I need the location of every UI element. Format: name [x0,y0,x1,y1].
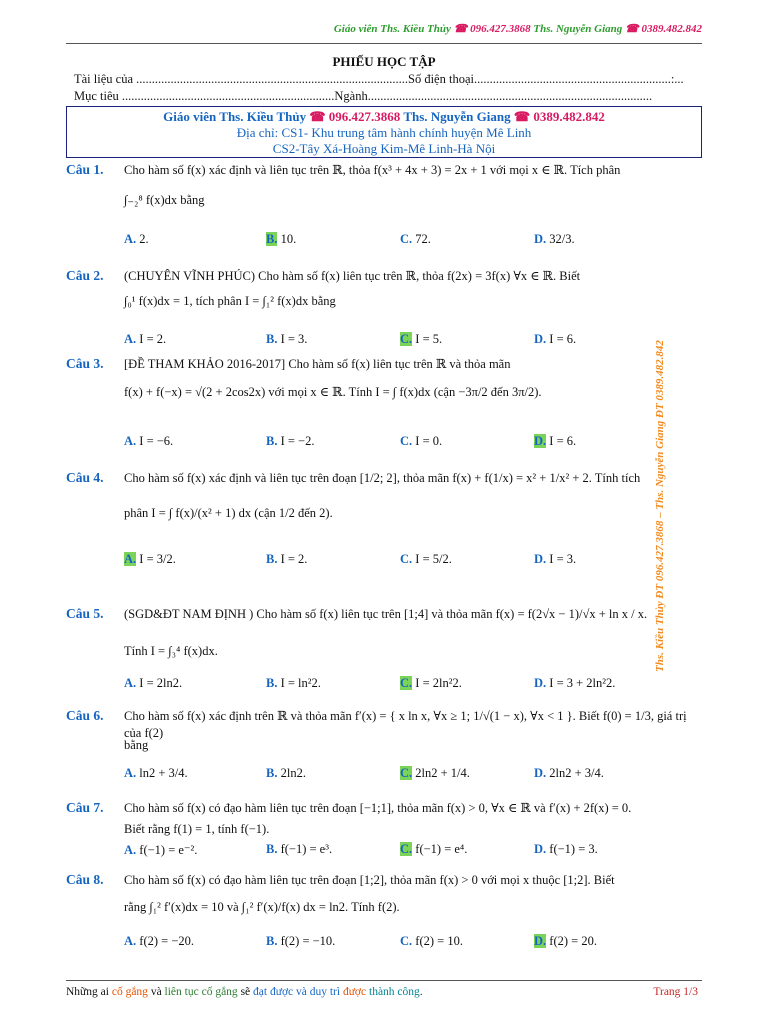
option-a [124,332,166,347]
option-letter: C. [400,766,413,780]
option-a [124,232,149,247]
option-value: f(−1) = 3. [549,842,598,856]
option-letter: A. [124,843,137,857]
option-a [124,934,194,949]
option-b [266,676,321,691]
option-letter: B. [266,934,278,948]
option-b [266,842,332,857]
question-text-continued: bằng [124,738,149,752]
option-b [266,332,307,347]
header-phone2: ☎ 0389.482.842 [625,23,702,35]
option-value: I = 0. [415,434,443,448]
footer-text-7: được [340,986,369,998]
option-value: I = 6. [549,332,577,346]
option-b [266,766,306,781]
option-c [400,552,452,567]
option-c [400,434,442,449]
option-letter: A. [124,676,137,690]
option-value: f(2) = 10. [415,934,463,948]
option-d [534,934,597,949]
footer-text-6: đạt được và duy trì [253,986,341,998]
option-value: I = 2ln2. [139,676,183,690]
option-value: I = 5/2. [415,552,452,566]
header-teacher1: Giáo viên Ths. Kiều Thủy [333,23,451,35]
question-text-continued: ∫₋₂⁸ f(x)dx bằng [124,193,205,207]
option-a [124,552,176,567]
option-letter: D. [534,934,547,948]
box-phone1: ☎ 096.427.3868 [309,109,401,124]
option-b [266,934,335,949]
option-letter: C. [400,332,413,346]
option-letter: B. [266,332,278,346]
option-d [534,552,576,567]
footer-rule [66,980,702,981]
footer-text-4: liên tục cố gắng [164,986,238,998]
option-a [124,676,182,691]
option-value: I = 3 + 2ln²2. [549,676,616,690]
footer-motto [66,986,423,998]
option-value: 2ln2 + 1/4. [415,766,470,780]
question-text-continued: f(x) + f(−x) = √(2 + 2cos2x) với mọi x ∈ ℝ. Tính I = ∫ f(x)dx (cận −3π/2 đến 3π/2). [124,385,542,399]
question-text: Cho hàm số f(x) xác định và liên tục trên ℝ, thỏa f(x³ + 4x + 3) = 2x + 1 với mọi x ∈ ℝ. Tích phân [124,163,621,177]
field-tai-lieu: Tài liệu của .......................................................................................Số điện thoại...............................................................:... [74,72,684,86]
footer-text-9: . [419,986,423,998]
page-title: PHIẾU HỌC TẬP [332,54,436,69]
side-watermark: Ths. Kiều Thủy ĐT 096.427.3868 – Ths. Nguyễn Giang ĐT 0389.482.842 [654,340,666,672]
option-letter: C. [400,676,413,690]
footer-text-3: và [147,986,165,998]
option-letter: B. [266,232,278,246]
option-value: 72. [415,232,431,246]
question-label: Câu 7. [66,800,104,815]
header-phone1: ☎ 096.427.3868 [453,23,531,35]
question-label: Câu 8. [66,872,104,887]
question-label: Câu 6. [66,708,104,723]
field-muc-tieu: Mục tiêu ....................................................................Ngành........................................................................................... [74,89,653,103]
option-letter: C. [400,232,413,246]
question-text-continued: phân I = ∫ f(x)/(x² + 1) dx (cận 1/2 đến 2). [124,506,333,520]
option-letter: D. [534,232,547,246]
option-value: f(2) = 20. [549,934,597,948]
option-c [400,766,470,781]
option-value: I = −2. [280,434,315,448]
option-c [400,842,467,857]
option-c [400,232,431,247]
box-address1: Địa chỉ: CS1- Khu trung tâm hành chính huyện Mê Linh [236,125,532,140]
option-letter: C. [400,842,413,856]
question-text: Cho hàm số f(x) có đạo hàm liên tục trên đoạn [−1;1], thỏa mãn f(x) > 0, ∀x ∈ ℝ và f′(x) + 2f(x) = 0. [124,801,632,815]
option-value: 2. [139,232,149,246]
question-label: Câu 2. [66,268,104,283]
option-letter: A. [124,552,137,566]
option-value: I = 3. [280,332,308,346]
option-value: f(−1) = e³. [280,842,333,856]
option-a [124,434,173,449]
footer-text-2: cố gắng [111,986,148,998]
option-letter: A. [124,332,137,346]
option-letter: D. [534,552,547,566]
option-letter: B. [266,842,278,856]
option-c [400,676,462,691]
option-value: f(2) = −20. [139,934,194,948]
question-text-continued: Tính I = ∫₃⁴ f(x)dx. [124,644,218,658]
option-value: I = ln²2. [280,676,321,690]
question-label: Câu 5. [66,606,104,621]
option-d [534,332,576,347]
option-value: I = 2. [280,552,308,566]
option-letter: B. [266,434,278,448]
question-text: (SGD&ĐT NAM ĐỊNH ) Cho hàm số f(x) liên tục trên [1;4] và thỏa mãn f(x) = f(2√x − 1)/√x + ln x / x. [124,607,648,621]
option-d [534,676,615,691]
question-label: Câu 1. [66,162,104,177]
footer-text-1: Những ai [66,986,112,998]
option-value: I = 2ln²2. [415,676,462,690]
option-d [534,434,576,449]
option-a [124,842,197,858]
option-b [266,434,314,449]
option-value: I = 3. [549,552,577,566]
option-letter: C. [400,934,413,948]
option-letter: A. [124,934,137,948]
question-text-continued: rằng ∫₁² f′(x)dx = 10 và ∫₁² f′(x)/f(x) dx = ln2. Tính f(2). [124,900,400,914]
option-value: f(−1) = e⁻². [139,843,198,857]
option-value: I = −6. [139,434,174,448]
question-text: Cho hàm số f(x) xác định và liên tục trên đoạn [1/2; 2], thỏa mãn f(x) + f(1/x) = x² + 1/x² + 2. Tính tích [124,471,641,485]
option-value: 10. [280,232,297,246]
option-value: I = 2. [139,332,167,346]
option-letter: A. [124,232,137,246]
option-letter: D. [534,332,547,346]
option-letter: C. [400,552,413,566]
option-letter: D. [534,676,547,690]
option-a [124,766,188,781]
option-letter: B. [266,676,278,690]
question-text: (CHUYÊN VĨNH PHÚC) Cho hàm số f(x) liên tục trên ℝ, thỏa f(2x) = 3f(x) ∀x ∈ ℝ. Biết [124,269,581,283]
page-number: Trang 1/3 [653,986,698,998]
option-value: 2ln2 + 3/4. [549,766,604,780]
option-value: 2ln2. [280,766,306,780]
box-teacher1: Giáo viên Ths. Kiều Thủy [163,109,307,124]
option-value: I = 6. [549,434,577,448]
option-d [534,766,604,781]
question-label: Câu 4. [66,470,104,485]
header-teacher2: Ths. Nguyễn Giang [533,23,623,35]
option-value: f(−1) = e⁴. [415,842,468,856]
page-header [334,22,702,35]
option-value: I = 3/2. [139,552,176,566]
question-text-continued: Biết rằng f(1) = 1, tính f(−1). [124,822,270,836]
option-value: I = 5. [415,332,443,346]
option-letter: D. [534,766,547,780]
option-letter: D. [534,434,547,448]
option-d [534,232,575,247]
contact-box [66,106,702,158]
option-letter: A. [124,434,137,448]
footer-text-8: thành công [369,986,420,998]
question-label: Câu 3. [66,356,104,371]
option-letter: A. [124,766,137,780]
question-text: [ĐỀ THAM KHẢO 2016-2017] Cho hàm số f(x) liên tục trên ℝ và thỏa mãn [124,357,511,371]
question-text-continued: ∫₀¹ f(x)dx = 1, tích phân I = ∫₁² f(x)dx bằng [124,294,336,308]
header-rule [66,43,702,44]
question-text: Cho hàm số f(x) có đạo hàm liên tục trên đoạn [1;2], thỏa mãn f(x) > 0 với mọi x thuộc [1;2]. Biết [124,873,615,887]
box-phone2: ☎ 0389.482.842 [513,109,605,124]
option-b [266,232,296,247]
box-teacher2: Ths. Nguyễn Giang [403,109,511,124]
question-text: Cho hàm số f(x) xác định trên ℝ và thỏa mãn f′(x) = { x ln x, ∀x ≥ 1; 1/√(1 − x), ∀x < 1 }. Biết f(0) = 1/3, giá trị của f(2) [124,709,687,740]
footer-text-5: sẽ [237,986,254,998]
option-letter: C. [400,434,413,448]
box-address2: CS2-Tây Xá-Hoàng Kim-Mê Linh-Hà Nội [272,141,496,156]
option-letter: D. [534,842,547,856]
option-d [534,842,598,857]
option-letter: B. [266,552,278,566]
option-c [400,934,463,949]
option-letter: B. [266,766,278,780]
option-value: ln2 + 3/4. [139,766,188,780]
option-b [266,552,307,567]
option-value: 32/3. [549,232,575,246]
option-value: f(2) = −10. [280,934,336,948]
option-c [400,332,442,347]
